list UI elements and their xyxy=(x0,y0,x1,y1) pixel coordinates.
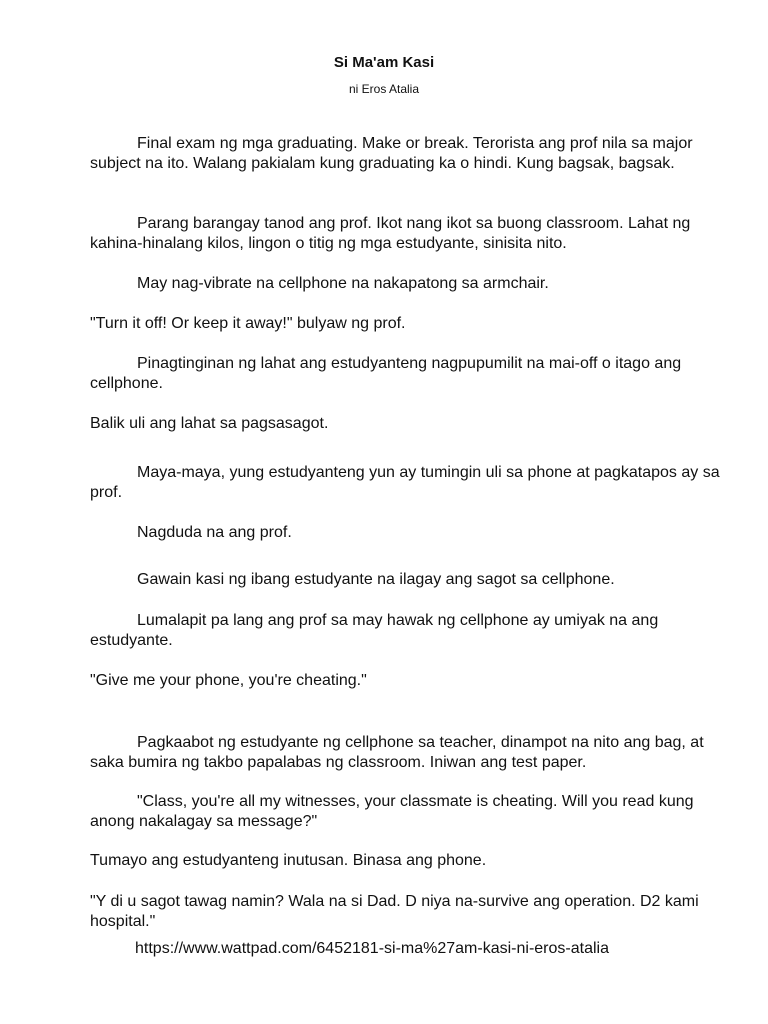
paragraph-2: Parang barangay tanod ang prof. Ikot nang ikot sa buong classroom. Lahat ng kahina-hinalang kilos, lingon o titig ng mga estudyante, sinisita nito. xyxy=(90,215,691,252)
paragraph-15: "Y di u sagot tawag namin? Wala na si Dad. D niya na-survive ang operation. D2 kami hospital." xyxy=(90,893,699,930)
document-title: Si Ma'am Kasi xyxy=(333,54,435,71)
paragraph-11: "Give me your phone, you're cheating." xyxy=(90,672,367,689)
paragraph-4: "Turn it off! Or keep it away!" bulyaw ng prof. xyxy=(90,315,406,332)
paragraph-7: Maya-maya, yung estudyanteng yun ay tumingin uli sa phone at pagkatapos ay sa prof. xyxy=(90,464,720,501)
paragraph-12: Pagkaabot ng estudyante ng cellphone sa teacher, dinampot na nito ang bag, at saka bumira ng takbo papalabas ng classroom. Iniwan ang test paper. xyxy=(90,734,704,771)
document-author: ni Eros Atalia xyxy=(348,82,420,96)
paragraph-8: Nagduda na ang prof. xyxy=(137,524,292,541)
paragraph-6: Balik uli ang lahat sa pagsasagot. xyxy=(90,415,329,432)
paragraph-13: "Class, you're all my witnesses, your classmate is cheating. Will you read kung anong nakalagay sa message?" xyxy=(90,793,694,830)
paragraph-5: Pinagtinginan ng lahat ang estudyanteng nagpupumilit na mai-off o itago ang cellphone. xyxy=(90,355,682,392)
paragraph-10: Lumalapit pa lang ang prof sa may hawak ng cellphone ay umiyak na ang estudyante. xyxy=(90,612,659,649)
paragraph-9: Gawain kasi ng ibang estudyante na ilagay ang sagot sa cellphone. xyxy=(137,571,615,588)
paragraph-1: Final exam ng mga graduating. Make or break. Terorista ang prof nila sa major subject na ito. Walang pakialam kung graduating ka o hindi. Kung bagsak, bagsak. xyxy=(90,135,693,172)
paragraph-14: Tumayo ang estudyanteng inutusan. Binasa ang phone. xyxy=(90,852,487,869)
source-url: https://www.wattpad.com/6452181-si-ma%27am-kasi-ni-eros-atalia xyxy=(135,940,609,957)
paragraph-3: May nag-vibrate na cellphone na nakapatong sa armchair. xyxy=(137,275,549,292)
